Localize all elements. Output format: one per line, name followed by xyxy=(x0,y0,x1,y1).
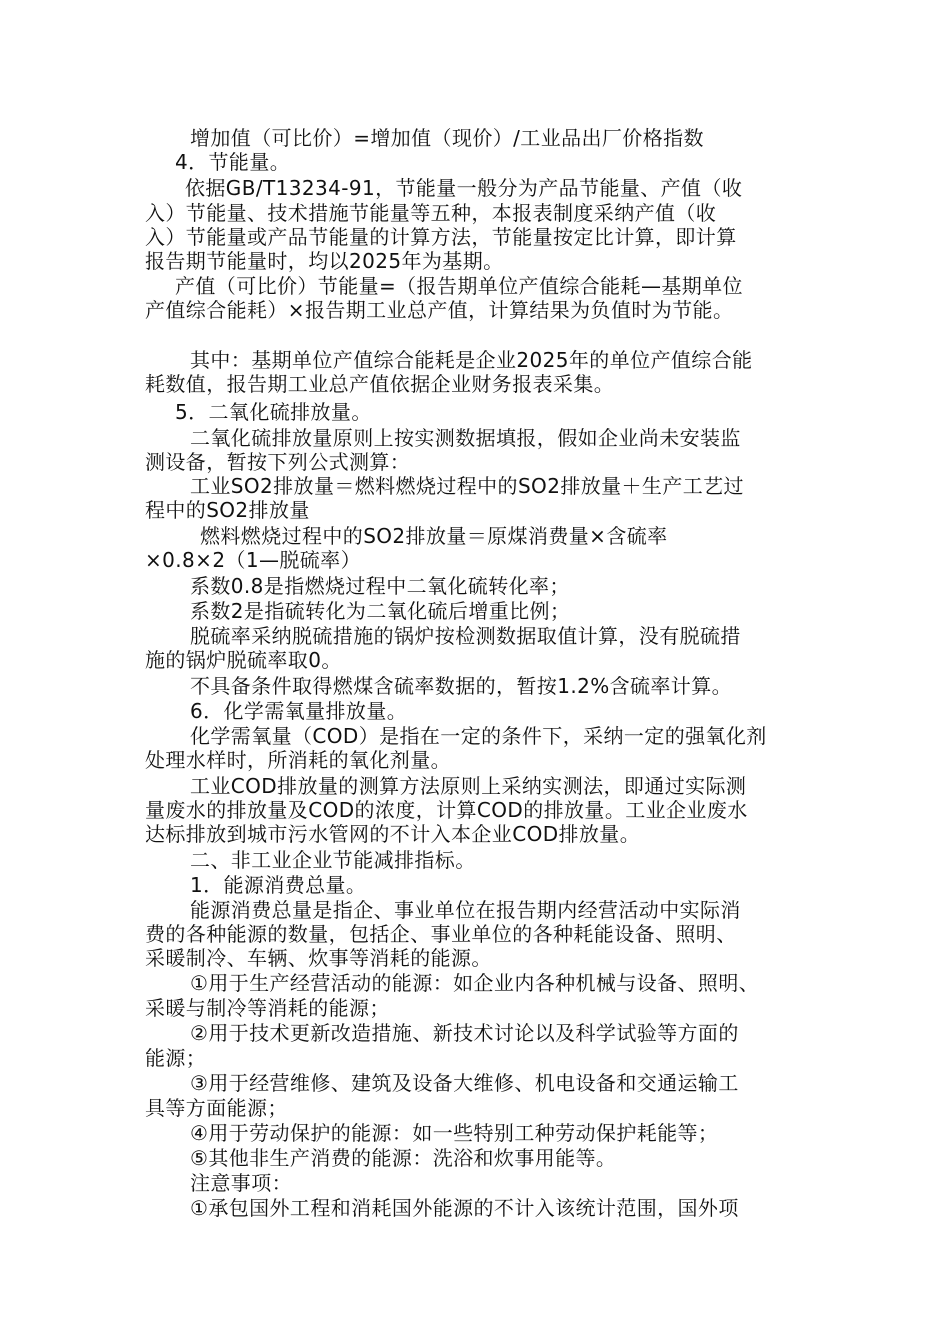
text-line: 脱硫率采纳脱硫措施的锅炉按检测数据取值计算，没有脱硫措 xyxy=(190,624,741,648)
list-item-continuation: 能源； xyxy=(145,1046,207,1070)
text-line: 处理水样时，所消耗的氧化剂量。 xyxy=(145,748,451,772)
text-line: 程中的SO2排放量 xyxy=(145,498,310,522)
list-item: ①承包国外工程和消耗国外能源的不计入该统计范围，国外项 xyxy=(190,1196,739,1220)
list-item-continuation: 具等方面能源； xyxy=(145,1096,288,1120)
text-line: 入）节能量、技术措施节能量等五种，本报表制度采纳产值（收 xyxy=(145,201,717,225)
list-item: ⑤其他非生产消费的能源：洗浴和炊事用能等。 xyxy=(190,1146,617,1170)
text-line: 费的各种能源的数量，包括企、事业单位的各种耗能设备、照明、 xyxy=(145,922,737,946)
text-line: 采暖制冷、车辆、炊事等消耗的能源。 xyxy=(145,946,492,970)
text-line: 耗数值，报告期工业总产值依据企业财务报表采集。 xyxy=(145,372,615,396)
text-line: 依据GB/T13234-91，节能量一般分为产品节能量、产值（收 xyxy=(185,176,743,200)
list-item: ②用于技术更新改造措施、新技术讨论以及科学试验等方面的 xyxy=(190,1021,739,1045)
text-line: 不具备条件取得燃煤含硫率数据的，暂按1.2%含硫率计算。 xyxy=(190,674,733,698)
notes-heading: 注意事项： xyxy=(190,1171,292,1195)
list-item: ④用于劳动保护的能源：如一些特别工种劳动保护耗能等； xyxy=(190,1121,719,1145)
text-line: 化学需氧量（COD）是指在一定的条件下，采纳一定的强氧化剂 xyxy=(190,724,767,748)
text-line: 产值综合能耗）×报告期工业总产值，计算结果为负值时为节能。 xyxy=(145,298,734,322)
section-heading-so2: 5．二氧化硫排放量。 xyxy=(175,400,372,424)
list-item-continuation: 采暖与制冷等消耗的能源； xyxy=(145,996,390,1020)
section-heading-energy-consumption: 1．能源消费总量。 xyxy=(190,873,367,897)
section-heading-energy-saving: 4．节能量。 xyxy=(175,150,291,174)
text-line: 增加值（可比价）=增加值（现价）/工业品出厂价格指数 xyxy=(190,126,704,150)
formula-line: ×0.8×2（1—脱硫率） xyxy=(145,548,361,572)
text-line: 系数0.8是指燃烧过程中二氧化硫转化率； xyxy=(190,574,570,598)
text-line: 施的锅炉脱硫率取0。 xyxy=(145,648,342,672)
text-line: 入）节能量或产品节能量的计算方法，节能量按定比计算，即计算 xyxy=(145,225,737,249)
text-line: 工业SO2排放量＝燃料燃烧过程中的SO2排放量＋生产工艺过 xyxy=(190,474,744,498)
text-line: 工业COD排放量的测算方法原则上采纳实测法，即通过实际测 xyxy=(190,774,747,798)
list-item: ③用于经营维修、建筑及设备大维修、机电设备和交通运输工 xyxy=(190,1071,739,1095)
formula-line: 燃料燃烧过程中的SO2排放量＝原煤消费量×含硫率 xyxy=(200,524,668,548)
text-line: 量废水的排放量及COD的浓度，计算COD的排放量。工业企业废水 xyxy=(145,798,748,822)
text-line: 产值（可比价）节能量=（报告期单位产值综合能耗—基期单位 xyxy=(175,274,743,298)
section-heading-cod: 6．化学需氧量排放量。 xyxy=(190,699,408,723)
text-line: 能源消费总量是指企、事业单位在报告期内经营活动中实际消 xyxy=(190,898,741,922)
text-line: 达标排放到城市污水管网的不计入本企业COD排放量。 xyxy=(145,822,641,846)
text-line: 系数2是指硫转化为二氧化硫后增重比例； xyxy=(190,599,571,623)
section-heading-non-industrial: 二、非工业企业节能减排指标。 xyxy=(190,848,476,872)
text-line: 二氧化硫排放量原则上按实测数据填报，假如企业尚未安装监 xyxy=(190,426,741,450)
list-item: ①用于生产经营活动的能源：如企业内各种机械与设备、照明、 xyxy=(190,971,760,995)
text-line: 测设备，暂按下列公式测算： xyxy=(145,450,411,474)
text-line: 其中：基期单位产值综合能耗是企业2025年的单位产值综合能 xyxy=(190,348,753,372)
text-line: 报告期节能量时，均以2025年为基期。 xyxy=(145,249,504,273)
